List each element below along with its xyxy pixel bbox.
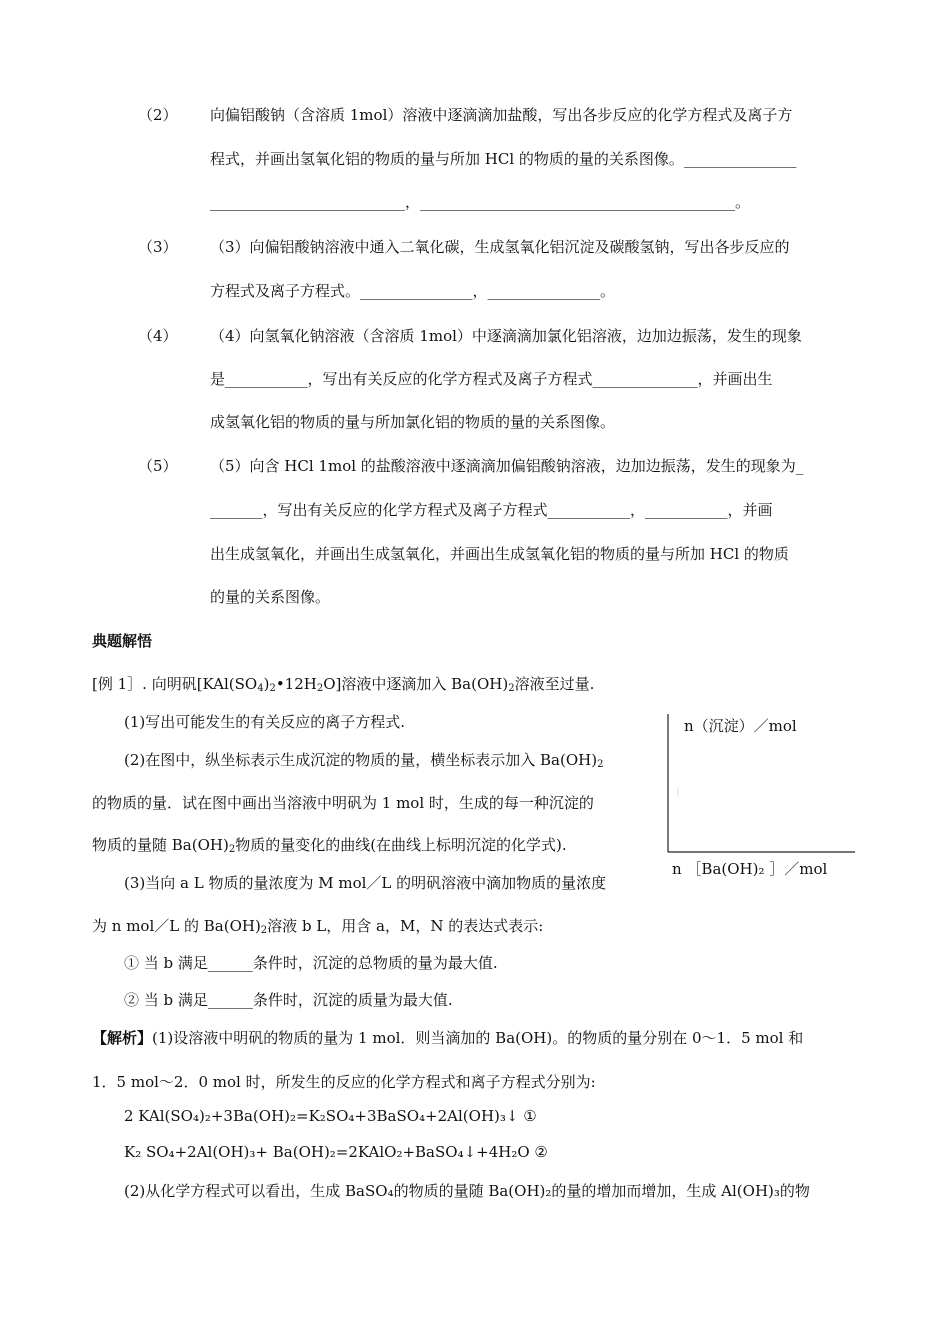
sub-question-3: (3)当向 a L 物质的量浓度为 M mol／L 的明矾溶液中滴加物质的量浓度 <box>124 874 607 892</box>
example-title: [例 1］. 向明矾$[KAl(SO_4)_2•12H_2O]$溶液中逐滴加入 $Ba(OH)_2$溶液至过量. <box>92 675 595 694</box>
section-title: 典题解悟 <box>92 632 153 650</box>
x-axis-label: n ［Ba(OH)₂ ］／mol <box>672 860 828 878</box>
analysis-tag: 【解析】 <box>92 1029 153 1047</box>
question-line: （3）向偏铝酸钠溶液中通入二氧化碳，生成氢氧化铝沉淀及碳酸氢钠，写出各步反应的 <box>210 238 790 256</box>
question-line: 成氢氧化铝的物质的量与所加氯化铝的物质的量的关系图像。 <box>210 413 616 431</box>
question-line: 是___________，写出有关反应的化学方程式及离子方程式______________，并画出生 <box>210 370 773 388</box>
y-axis-label: n（沉淀）／mol <box>684 717 797 735</box>
item-number: （5） <box>138 457 178 475</box>
sub-question-2-cont: 的物质的量．试在图中画出当溶液中明矾为 1 mol 时，生成的每一种沉淀的 <box>92 794 594 812</box>
condition-1: ① 当 b 满足______条件时，沉淀的总物质的量为最大值. <box>124 954 498 972</box>
question-line: 出生成氢氧化，并画出生成氢氧化，并画出生成氢氧化铝的物质的量与所加 HCl 的物质 <box>210 545 789 563</box>
question-line: （5）向含 HCl 1mol 的盐酸溶液中逐滴滴加偏铝酸钠溶液，边加边振荡，发生的现象为_ <box>210 457 804 475</box>
analysis-line-3: (2)从化学方程式可以看出，生成 BaSO₄的物质的量随 Ba(OH)₂的量的增加而增加，生成 Al(OH)₃的物 <box>124 1182 810 1200</box>
question-line: 程式，并画出氢氧化铝的物质的量与所加 HCl 的物质的量的关系图像。_______________ <box>210 150 797 168</box>
question-line: 方程式及离子方程式。_______________，_______________。 <box>210 282 616 300</box>
analysis-line-1: 【解析】(1)设溶液中明矾的物质的量为 1 mol．则当滴加的 Ba(OH)。的物质的量分别在 0～1．5 mol 和 <box>92 1029 804 1047</box>
question-line: 向偏铝酸钠（含溶质 1mol）溶液中逐滴滴加盐酸，写出各步反应的化学方程式及离子方 <box>210 106 793 124</box>
question-line: 的量的关系图像。 <box>210 588 331 606</box>
sub-question-3-cont: 为 n mol／L 的 $Ba(OH)_2$溶液 b L，用含 a，M，N 的表达式表示: <box>92 917 544 936</box>
equation-2: K₂ SO₄+2Al(OH)₃+ Ba(OH)₂=2KAlO₂+BaSO₄↓+4H₂O ② <box>124 1143 548 1161</box>
item-number: （2） <box>138 106 178 124</box>
question-line: __________________________，__________________________________________。 <box>210 193 751 211</box>
sub-question-2-cont: 物质的量随 $Ba(OH)_2$物质的量变化的曲线(在曲线上标明沉淀的化学式). <box>92 836 567 855</box>
sub-question-2: (2)在图中，纵坐标表示生成沉淀的物质的量，横坐标表示加入 $Ba(OH)_2$ <box>124 751 604 770</box>
item-number: （3） <box>138 238 178 256</box>
blank-axes-chart <box>660 706 860 881</box>
item-number: （4） <box>138 327 178 345</box>
equation-1: 2 KAl(SO₄)₂+3Ba(OH)₂=K₂SO₄+3BaSO₄+2Al(OH)₃↓ ① <box>124 1107 537 1125</box>
question-line: _______，写出有关反应的化学方程式及离子方程式___________，___________，并画 <box>210 501 773 519</box>
condition-2: ② 当 b 满足______条件时，沉淀的质量为最大值. <box>124 991 453 1009</box>
question-line: （4）向氢氧化钠溶液（含溶质 1mol）中逐滴滴加氯化铝溶液，边加边振荡，发生的现象 <box>210 327 802 345</box>
sub-question-1: (1)写出可能发生的有关反应的离子方程式. <box>124 713 406 731</box>
analysis-line-2: 1．5 mol～2．0 mol 时，所发生的反应的化学方程式和离子方程式分别为: <box>92 1073 596 1091</box>
